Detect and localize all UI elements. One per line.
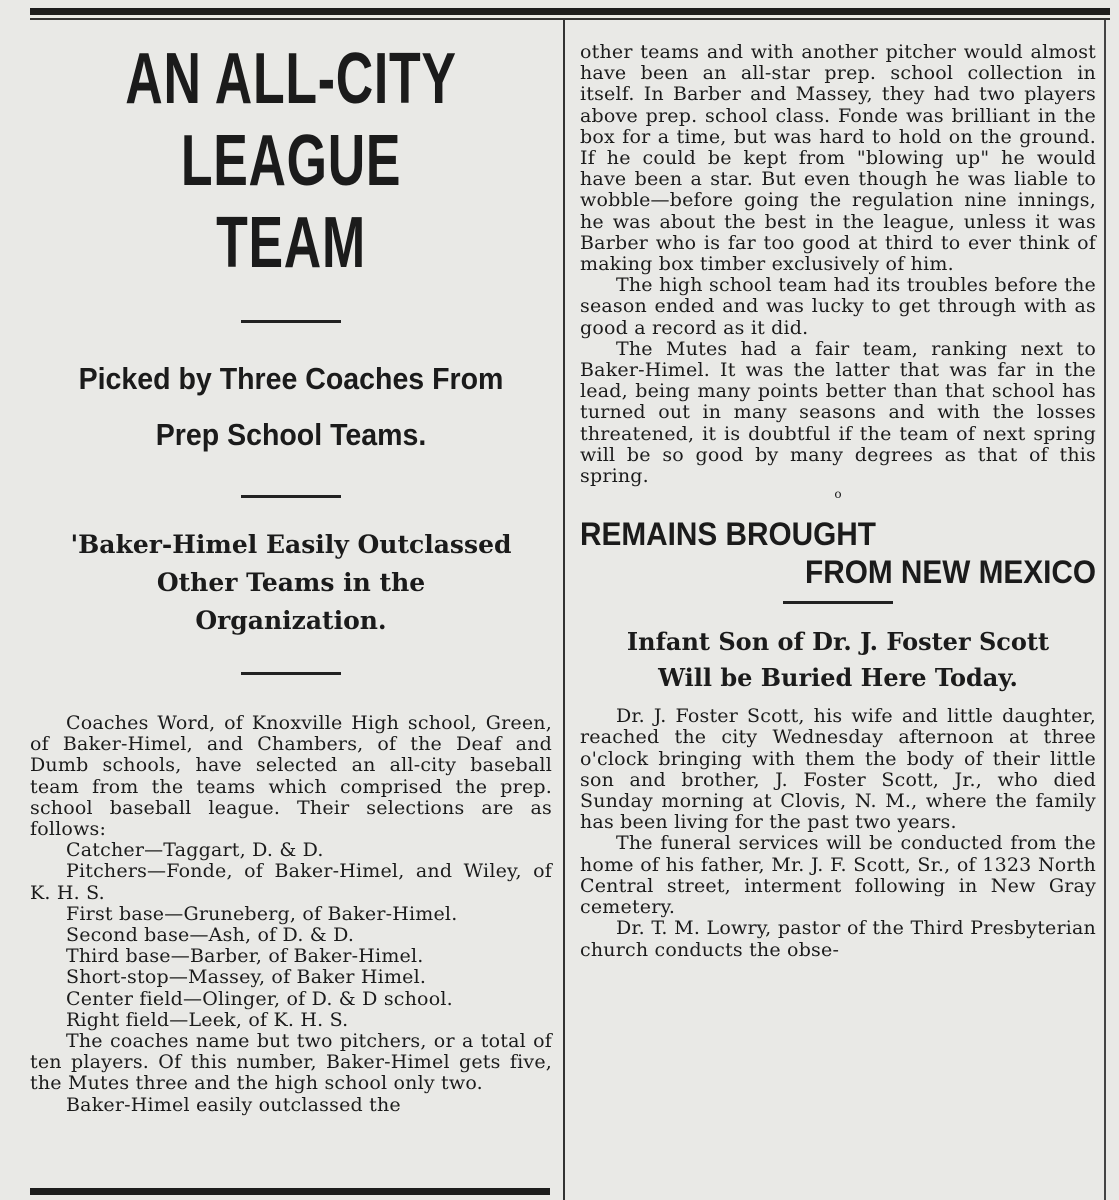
- subhead-line-2: Prep School Teams.: [155, 417, 427, 452]
- bottom-rule: [30, 1188, 550, 1195]
- body-paragraph: other teams and with another pitcher would almost have been an all-star prep. school collection in itself. In Barber and Massey, they had two players above prep. school class. Fonde was brilliant in the box for a time, but was hard to hold on the ground. If he could be kept from "blowing up" he would have been a star. But even though he was liable to wobble—before going the regulation nine innings, he was about the best in the league, unless it was Barber who is far too good at third to ever think of making box timber exclusively of him.: [580, 41, 1096, 276]
- headline-line-2: FROM NEW MEXICO: [805, 554, 1096, 591]
- section-separator: o: [834, 487, 842, 502]
- headline-line-2: LEAGUE TEAM: [180, 121, 402, 283]
- second-article-deckhead: [580, 624, 1096, 696]
- article-headline: [103, 38, 479, 284]
- deckhead-line-3: Organization.: [195, 606, 387, 635]
- selection-item: Third base—Barber, of Baker-Himel.: [66, 945, 424, 968]
- selection-item: Short-stop—Massey, of Baker Himel.: [66, 966, 427, 989]
- top-rule-thin: [30, 18, 1110, 20]
- deckhead-line-2: Will be Buried Here Today.: [658, 663, 1018, 693]
- body-paragraph: Dr. T. M. Lowry, pastor of the Third Presbyterian church conducts the obse-: [580, 917, 1096, 961]
- deckhead-line-1: Infant Son of Dr. J. Foster Scott: [626, 627, 1050, 657]
- selection-item: Center field—Olinger, of D. & D school.: [66, 987, 453, 1010]
- right-edge-rule: [1104, 20, 1106, 1200]
- body-paragraph: The high school team had its troubles before the season ended and was lucky to get through with as good a record as it did.: [580, 274, 1096, 339]
- headline-divider: [783, 601, 893, 604]
- intro-paragraph: Coaches Word, of Knoxville High school, Green, of Baker-Himel, and Chambers, of the Deaf and Dumb schools, have selected an all-city baseball team from the teams which comprised the prep. school baseball league. Their selections are as follows:: [30, 712, 552, 841]
- continued-article-body: [580, 42, 1096, 487]
- article-subhead: [51, 351, 531, 463]
- selection-item: Second base—Ash, of D. & D.: [66, 924, 355, 947]
- deckhead-line-2: Other Teams in the: [156, 568, 426, 597]
- selection-item: Catcher—Taggart, D. & D.: [66, 839, 324, 862]
- second-article-headline: [580, 515, 1096, 591]
- body-paragraph: The Mutes had a fair team, ranking next to Baker-Himel. It was the latter that was far in the lead, being many points better than that school has turned out in many seasons and with the losses threatened, it is doubtful if the team of next spring will be so good by many degrees as that of this spring.: [580, 337, 1096, 488]
- article-body: [30, 713, 552, 1116]
- body-paragraph: The funeral services will be conducted from the home of his father, Mr. J. F. Scott, Sr., of 1323 North Central street, interment following in New Gray cemetery.: [580, 832, 1096, 919]
- right-column: [580, 42, 1096, 961]
- top-rule: [30, 8, 1110, 15]
- headline-line-1: REMAINS BROUGHT: [580, 516, 876, 553]
- left-column: [30, 38, 552, 1116]
- body-paragraph: The coaches name but two pitchers, or a total of ten players. Of this number, Baker-Himel gets five, the Mutes three and the high school only two.: [30, 1030, 552, 1095]
- body-paragraph: Dr. J. Foster Scott, his wife and little daughter, reached the city Wednesday afternoon at three o'clock bringing with them the body of their little son and brother, J. Foster Scott, Jr., who died Sunday morning at Clovis, N. M., where the family has been living for the past two years.: [580, 705, 1096, 834]
- second-article-body: [580, 706, 1096, 960]
- selection-item: Pitchers—Fonde, of Baker-Himel, and Wiley, of K. H. S.: [30, 860, 552, 904]
- headline-line-1: AN ALL-CITY: [125, 39, 457, 119]
- selection-item: First base—Gruneberg, of Baker-Himel.: [66, 902, 458, 925]
- column-rule: [563, 20, 565, 1200]
- deckhead-line-1: 'Baker-Himel Easily Outclassed: [70, 530, 512, 559]
- article-deckhead: [30, 526, 552, 640]
- selection-item: Right field—Leek, of K. H. S.: [66, 1008, 349, 1031]
- subhead-line-1: Picked by Three Coaches From: [78, 361, 504, 396]
- body-paragraph: Baker-Himel easily outclassed the: [66, 1093, 401, 1116]
